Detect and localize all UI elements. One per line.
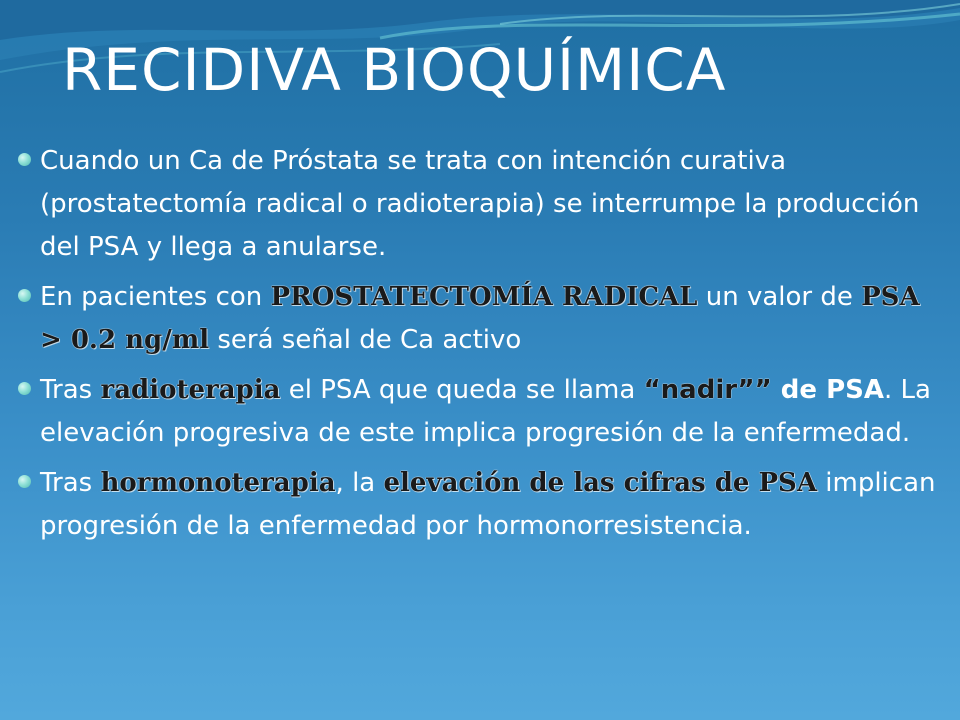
bullet-dot-icon (18, 382, 31, 395)
slide-title: RECIDIVA BIOQUÍMICA (62, 36, 727, 104)
bullet-text: En pacientes con (40, 282, 271, 312)
emphasis-text: PROSTATECTOMÍA RADICAL (270, 282, 698, 312)
bullet-item (18, 369, 943, 455)
bullet-dot-icon (18, 475, 31, 488)
emphasis-text: hormonoterapia (100, 468, 336, 498)
bullet-list (18, 140, 943, 555)
bullet-dot-icon (18, 153, 31, 166)
bullet-text: , la (335, 468, 384, 498)
bold-text: de PSA (771, 375, 884, 405)
emphasis-text: radioterapia (100, 375, 281, 405)
emphasis-text: elevación de las cifras de PSA (383, 468, 818, 498)
bullet-item (18, 276, 943, 362)
bullet-text: Tras (40, 468, 101, 498)
bullet-text: será señal de Ca activo (209, 325, 522, 355)
bullet-text: un valor de (697, 282, 862, 312)
bullet-text: el PSA que queda se llama (280, 375, 644, 405)
bullet-item (18, 462, 943, 548)
bullet-text: . La elevación progresiva de este implica progresión de la enfermedad. (40, 375, 931, 448)
bullet-text: Cuando un Ca de Próstata se trata con intención curativa (prostatectomía radical o radioterapia) se interrumpe la producción del PSA y llega a anularse. (40, 146, 920, 262)
emphasis-text: PSA > 0.2 ng/ml (40, 282, 920, 355)
bullet-item (18, 140, 943, 269)
emphasis-text: “nadir”” (643, 375, 772, 405)
bullet-dot-icon (18, 289, 31, 302)
bullet-text: implican progresión de la enfermedad por hormonorresistencia. (40, 468, 936, 541)
bullet-text: Tras (40, 375, 101, 405)
